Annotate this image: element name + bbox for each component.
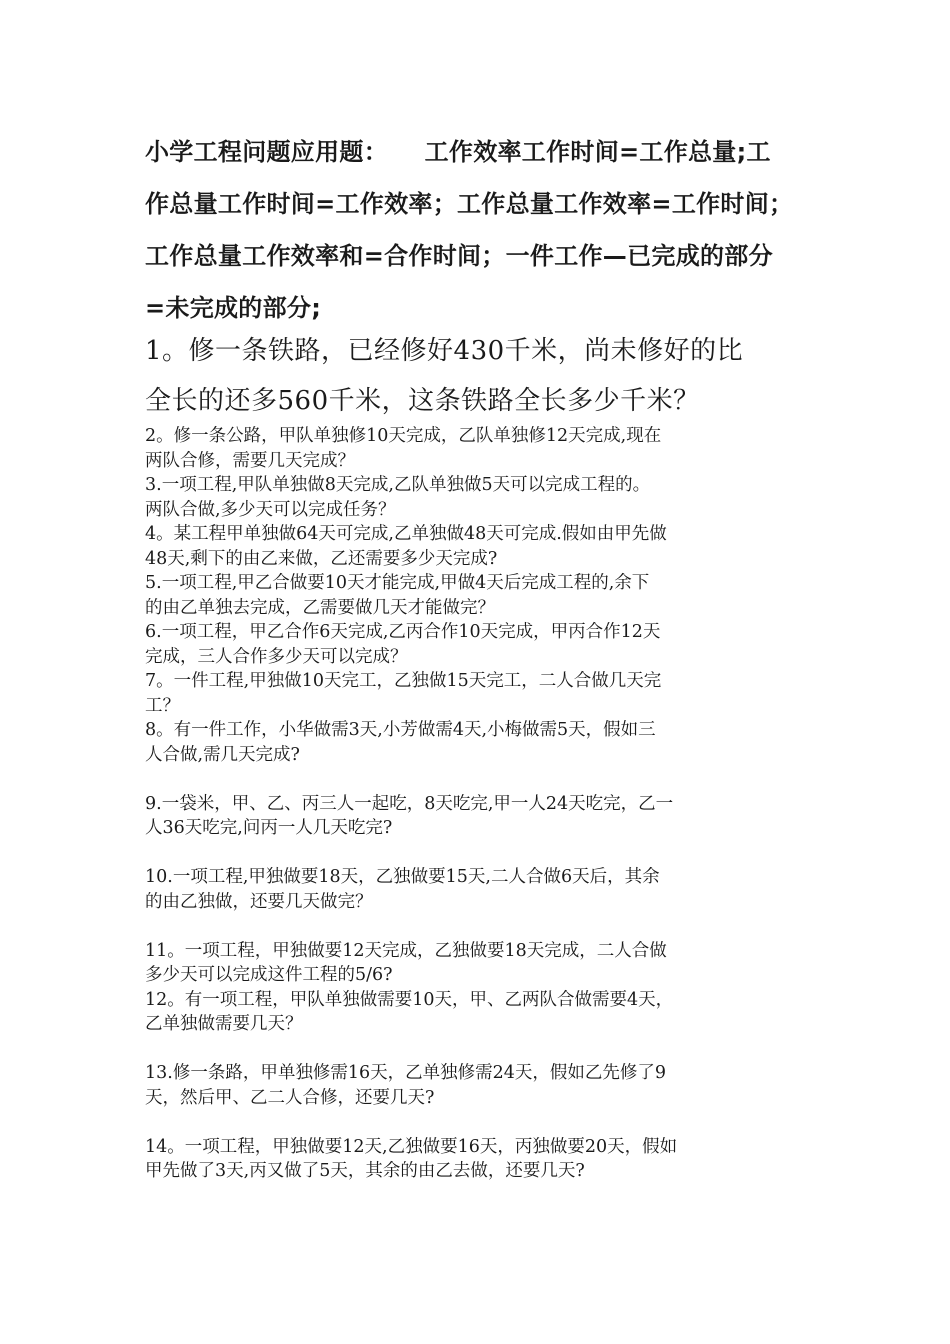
question-line: 乙单独做需要几天？ [145,1014,303,1034]
blank-line [145,841,810,866]
question-line: 6.一项工程，甲乙合作6天完成,乙丙合作10天完成，甲丙合作12天 [145,622,661,642]
blank-line [145,1110,810,1135]
question-line: 3.一项工程,甲队单独做8天完成,乙队单独做5天可以完成工程的。 [145,475,651,495]
intro-line: 作总量工作时间=工作效率；工作总量工作效率=工作时间； [145,190,794,218]
question-line: 完成，三人合作多少天可以完成？ [145,646,408,667]
question-line: 甲先做了3天,丙又做了5天，其余的由乙去做，还要几天? [145,1161,585,1181]
question-line: 工？ [145,695,180,716]
question-line: 两队合修，需要几天完成？ [145,450,355,471]
question-line: 5.一项工程,甲乙合做要10天才能完成,甲做4天后完成工程的,余下 [145,573,650,593]
intro-formulas [145,126,810,334]
question-1 [145,326,810,426]
question-line: 天，然后甲、乙二人合修，还要几天? [145,1087,435,1108]
question-3 [145,473,810,522]
question-line: 2。修一条公路，甲队单独修10天完成，乙队单独修12天完成,现在 [145,426,662,446]
question-line: 14。一项工程，甲独做要12天,乙独做要16天，丙独做要20天，假如 [145,1136,678,1157]
intro-line: =未完成的部分; [145,294,322,322]
question-12 [145,988,810,1037]
question-13 [145,1061,810,1110]
blank-line [145,767,810,792]
question-line: 8。有一件工作，小华做需3天,小芳做需4天,小梅做需5天，假如三 [145,720,656,740]
question-7 [145,669,810,718]
question-line: 11。一项工程，甲独做要12天完成，乙独做要18天完成，二人合做 [145,940,667,961]
question-line: 9.一袋米，甲、乙、丙三人一起吃，8天吃完,甲一人24天吃完，乙一 [145,793,674,814]
question-line: 全长的还多560千米，这条铁路全长多少千米？ [145,386,700,416]
question-line: 48天,剩下的由乙来做，乙还需要多少天完成? [145,548,498,569]
question-5 [145,571,810,620]
question-line: 多少天可以完成这件工程的5/6? [145,965,393,985]
question-line: 的由乙单独去完成，乙需要做几天才能做完？ [145,597,495,618]
question-list [145,424,810,1184]
question-9 [145,792,810,841]
question-8 [145,718,810,767]
question-line: 1。修一条铁路，已经修好430千米，尚未修好的比 [145,336,744,366]
question-14 [145,1135,810,1184]
question-line: 4。某工程甲单独做64天可完成,乙单独做48天可完成.假如由甲先做 [145,524,667,544]
blank-line [145,914,810,939]
question-line: 的由乙独做，还要几天做完？ [145,891,373,912]
question-line: 两队合做,多少天可以完成任务？ [145,499,396,520]
question-line: 10.一项工程,甲独做要18天，乙独做要15天,二人合做6天后，其余 [145,867,660,887]
question-2 [145,424,810,473]
intro-line: 工作总量工作效率和=合作时间；一件工作—已完成的部分 [145,242,773,270]
question-line: 13.修一条路，甲单独修需16天，乙单独修需24天，假如乙先修了9 [145,1063,666,1083]
question-4 [145,522,810,571]
question-6 [145,620,810,669]
question-line: 人36天吃完,问丙一人几天吃完? [145,818,393,838]
question-line: 人合做,需几天完成? [145,744,300,765]
intro-line: 小学工程问题应用题： 工作效率工作时间=工作总量;工 [145,138,771,166]
question-line: 12。有一项工程，甲队单独做需要10天，甲、乙两队合做需要4天， [145,989,674,1010]
question-11 [145,939,810,988]
blank-line [145,1037,810,1062]
question-10 [145,865,810,914]
question-line: 7。一件工程,甲独做10天完工，乙独做15天完工，二人合做几天完 [145,671,662,691]
